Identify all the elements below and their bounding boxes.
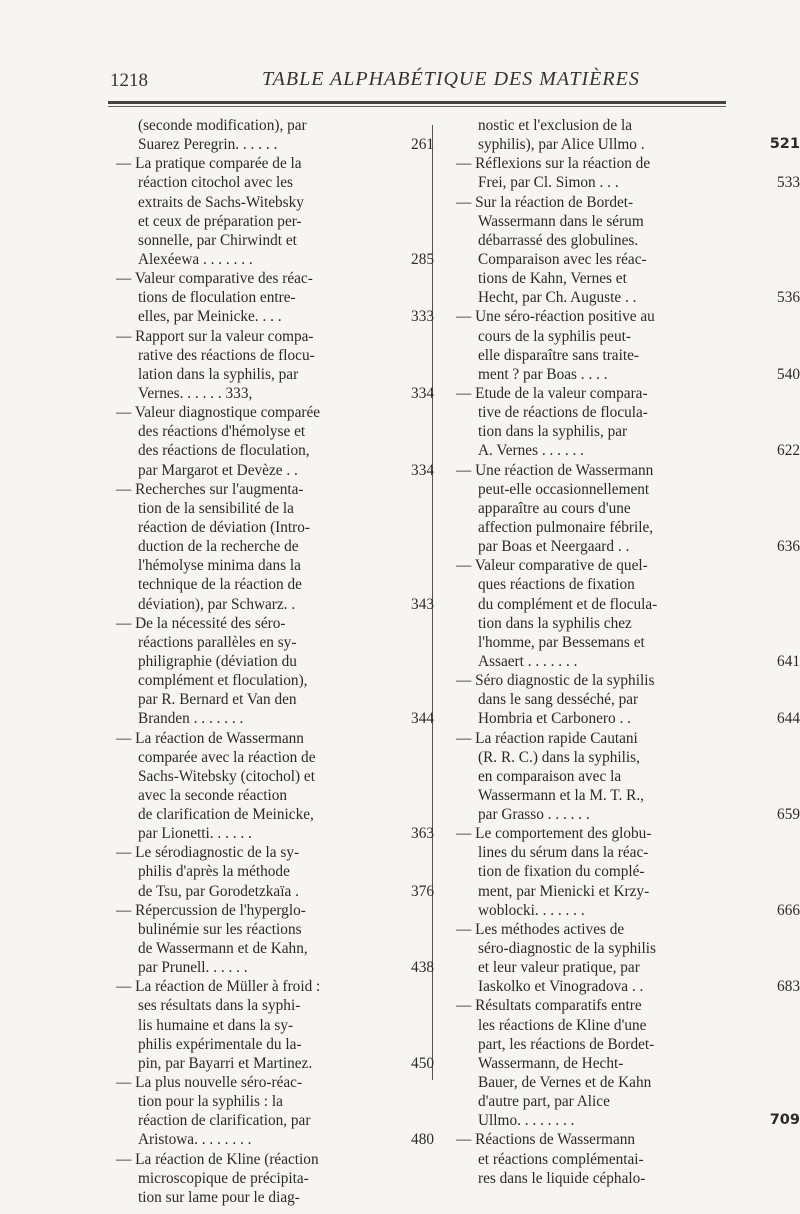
entry-line: (R. R. C.) dans la syphilis, [478,748,640,766]
entry-line: pin, par Bayarri et Martinez. [138,1054,313,1072]
entry-line: tion de la sensibilité de la [138,499,294,517]
entry-page-number: 438 [411,959,434,977]
entry-line: Wassermann et la M. T. R., [478,786,645,804]
entry-line: syphilis), par Alice Ullmo . [478,136,645,154]
entry-line: — La réaction de Wassermann [116,729,304,747]
index-entry [456,920,800,997]
entry-line: de Wassermann et de Kahn, [138,940,308,958]
index-entry [456,193,800,308]
entry-line: peut-elle occasionnellement [478,480,650,498]
entry-page-number: 343 [411,595,434,613]
entry-line: tion pour la syphilis : la [138,1093,283,1111]
entry-line: — Sur la réaction de Bordet- [456,193,634,211]
entry-line: woblocki. . . . . . . [478,901,585,919]
entry-line: les réactions de Kline d'une [478,1016,647,1034]
entry-page-number: 376 [411,882,434,900]
entry-page-number: 363 [411,825,434,843]
entry-page-number: 636 [777,538,800,556]
index-entry [456,307,800,384]
entry-line: réaction de clarification, par [138,1112,311,1130]
entry-page-number: 344 [411,710,434,728]
entry-line: technique de la réaction de [138,576,302,594]
page-number: 1218 [110,70,148,91]
entry-line: — Valeur comparative des réac- [116,270,313,288]
entry-line: rative des réactions de flocu- [138,346,315,364]
entry-line: de Tsu, par Gorodetzkaïa . [138,882,299,900]
entry-line: par Grasso . . . . . . [478,806,590,824]
entry-line: tions de Kahn, Vernes et [478,270,627,288]
entry-line: Alexéewa . . . . . . . [138,250,253,268]
entry-line: ment, par Mienicki et Krzy- [478,882,650,900]
entry-line: — Les méthodes actives de [456,920,625,938]
entry-page-number: 480 [411,1131,434,1149]
entry-page-number: 659 [777,806,800,824]
index-entry [116,403,434,480]
entry-line: lis humaine et dans la sy- [138,1016,294,1034]
index-entry [116,729,434,844]
entry-line: — La plus nouvelle séro-réac- [116,1074,303,1092]
entry-line: comparée avec la réaction de [138,748,316,766]
index-entry [456,461,800,557]
entry-line: — Etude de la valeur compara- [456,384,648,402]
entry-line: affection pulmonaire fébrile, [478,518,654,536]
entry-page-number: 641 [777,652,800,670]
entry-page-number: 285 [411,250,434,268]
entry-line: — Une réaction de Wassermann [456,461,654,479]
entry-line: réaction citochol avec les [138,174,294,192]
entry-line: bulinémie sur les réactions [138,920,302,938]
entry-line: ses résultats dans la syphi- [138,997,301,1015]
entry-line: Vernes. . . . . . 333, [138,384,253,402]
entry-line: nostic et l'exclusion de la [478,117,632,134]
entry-line: — La réaction de Müller à froid : [116,978,321,996]
entry-page-number: 334 [411,384,434,402]
entry-line: philigraphie (déviation du [138,652,297,670]
entry-line: séro-diagnostic de la syphilis [478,940,657,958]
entry-line: A. Vernes . . . . . . [478,442,584,460]
index-entry [116,901,434,978]
entry-line: en comparaison avec la [478,767,622,785]
entry-line: elles, par Meinicke. . . . [138,308,282,326]
entry-line: tion dans la syphilis, par [478,423,628,441]
entry-page-number: 533 [777,174,800,192]
index-entry [116,614,434,729]
entry-line: et ceux de préparation per- [138,212,302,230]
entry-line: Aristowa. . . . . . . . [138,1131,252,1149]
index-entry [456,384,800,461]
index-entry [116,1073,434,1150]
entry-page-number: 644 [777,710,800,728]
index-entry [456,1130,768,1187]
entry-line: philis expérimentale du la- [138,1035,302,1053]
entry-line: — Le sérodiagnostic de la sy- [116,844,300,862]
entry-line: apparaître au cours d'une [478,499,631,517]
running-title: TABLE ALPHABÉTIQUE DES MATIÈRES [262,68,640,90]
entry-page-number: 683 [777,978,800,996]
entry-line: et réactions complémentai- [478,1150,644,1168]
entry-page-number: 450 [411,1054,434,1072]
entry-line: Suarez Peregrin. . . . . . [138,136,278,154]
entry-line: débarrassé des globulines. [478,231,639,249]
entry-line: d'autre part, par Alice [478,1093,610,1111]
entry-line: — Le comportement des globu- [456,825,652,843]
entry-line: ques réactions de fixation [478,576,635,594]
header-rule-thin [108,106,726,107]
index-entry [456,116,800,154]
entry-line: (seconde modification), par [138,117,307,134]
left-column [116,116,434,1207]
entry-line: part, les réactions de Bordet- [478,1035,655,1053]
index-entry [116,843,434,900]
entry-page-number: 540 [777,365,800,383]
entry-line: par R. Bernard et Van den [138,691,297,709]
entry-line: de clarification de Meinicke, [138,806,314,824]
entry-page-number: 333 [411,308,434,326]
index-entry [116,116,434,154]
entry-line: — La pratique comparée de la [116,155,302,173]
entry-line: — Répercussion de l'hyperglo- [116,901,306,919]
index-entry [116,154,434,269]
entry-line: Bauer, de Vernes et de Kahn [478,1074,652,1092]
entry-line: ment ? par Boas . . . . [478,365,608,383]
entry-page-number: 334 [411,461,434,479]
entry-line: lation dans la syphilis, par [138,365,299,383]
entry-page-number: 709 [769,1112,800,1129]
entry-line: cours de la syphilis peut- [478,327,631,345]
entry-line: Wassermann, de Hecht- [478,1054,624,1072]
entry-line: tion sur lame pour le diag- [138,1188,300,1206]
entry-line: lines du sérum dans la réac- [478,844,649,862]
entry-line: par Margarot et Devèze . . [138,461,298,479]
entry-line: Ullmo. . . . . . . . [478,1112,575,1130]
entry-line: Hombria et Carbonero . . [478,710,631,728]
entry-line: Iaskolko et Vinogradova . . [478,978,644,996]
entry-line: avec la seconde réaction [138,786,288,804]
index-entry [456,556,800,671]
index-entry [116,269,434,326]
entry-line: par Boas et Neergaard . . [478,538,630,556]
entry-line: — Une séro-réaction positive au [456,308,655,326]
entry-page-number: 666 [777,901,800,919]
entry-line: l'hémolyse minima dans la [138,557,301,575]
entry-line: réactions parallèles en sy- [138,633,297,651]
entry-line: réaction de déviation (Intro- [138,518,311,536]
entry-line: — Réactions de Wassermann [456,1131,636,1149]
header-rule [108,101,726,104]
entry-line: complément et floculation), [138,672,308,690]
index-entry [456,671,800,728]
entry-line: tion de fixation du complé- [478,863,645,881]
entry-page-number: 261 [411,136,434,154]
index-entry [456,154,800,192]
entry-line: philis d'après la méthode [138,863,290,881]
entry-line: Branden . . . . . . . [138,710,244,728]
entry-line: sonnelle, par Chirwindt et [138,231,297,249]
entry-line: par Prunell. . . . . . [138,959,248,977]
entry-page-number: 622 [777,442,800,460]
entry-line: — De la nécessité des séro- [116,614,286,632]
entry-line: extraits de Sachs-Witebsky [138,193,304,211]
entry-line: res dans le liquide céphalo- [478,1169,646,1187]
entry-line: tive de réactions de flocula- [478,404,648,422]
entry-line: par Lionetti. . . . . . [138,825,252,843]
entry-line: Hecht, par Ch. Auguste . . [478,289,637,307]
entry-line: — Rapport sur la valeur compa- [116,327,314,345]
entry-line: déviation), par Schwarz. . [138,595,296,613]
entry-page-number: 521 [769,136,800,153]
entry-line: dans le sang desséché, par [478,691,639,709]
entry-line: tion dans la syphilis chez [478,614,632,632]
entry-line: Wassermann dans le sérum [478,212,644,230]
entry-line: duction de la recherche de [138,538,299,556]
right-column [456,116,800,1188]
entry-line: — Recherches sur l'augmenta- [116,480,304,498]
entry-line: — La réaction de Kline (réaction [116,1150,319,1168]
entry-line: l'homme, par Bessemans et [478,633,645,651]
entry-line: Assaert . . . . . . . [478,652,578,670]
index-entry [116,1150,426,1207]
entry-line: — Séro diagnostic de la syphilis [456,672,655,690]
index-entry [456,824,800,920]
entry-line: — La réaction rapide Cautani [456,729,638,747]
entry-line: des réactions de floculation, [138,442,310,460]
entry-line: elle disparaître sans traite- [478,346,639,364]
entry-line: — Valeur comparative de quel- [456,557,648,575]
entry-line: Frei, par Cl. Simon . . . [478,174,619,192]
index-entry [456,729,800,825]
entry-line: du complément et de flocula- [478,595,658,613]
index-entry [116,480,434,614]
entry-line: des réactions d'hémolyse et [138,423,306,441]
entry-line: tions de floculation entre- [138,289,296,307]
index-entry [116,977,434,1073]
entry-line: microscopique de précipita- [138,1169,309,1187]
index-entry [456,996,800,1130]
entry-line: et leur valeur pratique, par [478,959,640,977]
entry-line: — Réflexions sur la réaction de [456,155,651,173]
entry-page-number: 536 [777,289,800,307]
entry-line: Sachs-Witebsky (citochol) et [138,767,315,785]
entry-line: — Valeur diagnostique comparée [116,404,321,422]
index-entry [116,327,434,404]
entry-line: — Résultats comparatifs entre [456,997,642,1015]
entry-line: Comparaison avec les réac- [478,250,647,268]
